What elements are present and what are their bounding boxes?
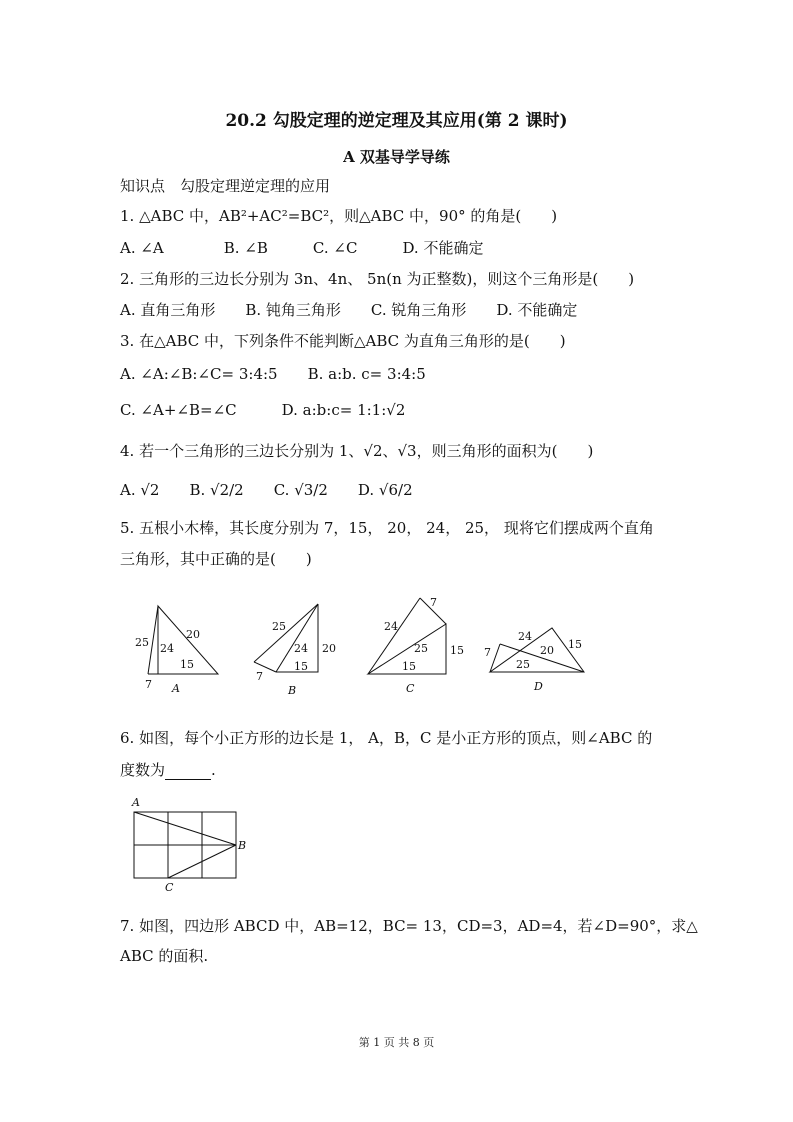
fig-c-label-7: 7 <box>430 596 437 609</box>
fig-a-name: A <box>172 682 180 695</box>
q4-options: A. √2 B. √2/2 C. √3/2 D. √6/2 <box>120 481 413 499</box>
fig-c-label-15b: 15 <box>402 660 416 673</box>
fig-d-label-20: 20 <box>540 644 554 657</box>
q5-figure-b <box>248 596 358 706</box>
page-title: 20.2 勾股定理的逆定理及其应用(第 2 课时) <box>225 111 568 131</box>
page-footer: 第 1 页 共 8 页 <box>358 1036 435 1049</box>
section-subtitle: A 双基导学导练 <box>343 148 450 166</box>
q7-stem-line2: ABC 的面积. <box>120 947 209 965</box>
q1-stem: 1. △ABC 中，AB²+AC²=BC²，则△ABC 中，90° 的角是( ) <box>120 207 558 225</box>
q6-stem-line2 <box>120 760 216 780</box>
fig-d-label-7: 7 <box>484 646 491 659</box>
q5-figure-d <box>482 616 592 726</box>
fig-d-label-24: 24 <box>518 630 532 643</box>
fig-a-label-7: 7 <box>145 678 152 691</box>
q4-stem: 4. 若一个三角形的三边长分别为 1、√2、√3，则三角形的面积为( ) <box>120 442 594 460</box>
q1-options: A. ∠A B. ∠B C. ∠C D. 不能确定 <box>120 239 484 257</box>
fig-c-name: C <box>406 682 415 695</box>
fig-b-label-15: 15 <box>294 660 308 673</box>
fig-b-name: B <box>288 684 297 697</box>
q6-grid-figure <box>128 794 258 894</box>
q6-answer-blank[interactable] <box>165 764 211 780</box>
q5-stem-line1: 5. 五根小木棒，其长度分别为 7，15， 20， 24， 25， 现将它们摆成两个直角 <box>120 519 654 537</box>
knowledge-point: 知识点 勾股定理逆定理的应用 <box>120 177 331 195</box>
fig-a-label-15: 15 <box>180 658 194 671</box>
fig-d-name: D <box>534 680 543 693</box>
q2-options: A. 直角三角形 B. 钝角三角形 C. 锐角三角形 D. 不能确定 <box>120 301 578 319</box>
fig-d-label-15: 15 <box>568 638 582 651</box>
grid-point-a: A <box>132 796 140 809</box>
fig-c-label-15: 15 <box>450 644 464 657</box>
grid-point-b: B <box>238 839 247 852</box>
q3-options-line2: C. ∠A+∠B=∠C D. a:b:c= 1:1:√2 <box>120 401 406 419</box>
q6-stem-text: 度数为 <box>120 761 166 779</box>
q6-stem-line1: 6. 如图，每个小正方形的边长是 1， A，B，C 是小正方形的顶点，则∠ABC 的 <box>120 729 653 747</box>
fig-a-label-24: 24 <box>160 642 174 655</box>
fig-b-label-7: 7 <box>256 670 263 683</box>
fig-c-label-25: 25 <box>414 642 428 655</box>
fig-a-label-25: 25 <box>135 636 149 649</box>
fig-b-label-24: 24 <box>294 642 308 655</box>
q3-stem: 3. 在△ABC 中，下列条件不能判断△ABC 为直角三角形的是( ) <box>120 332 566 350</box>
grid-point-c: C <box>165 881 174 894</box>
q5-stem-line2: 三角形，其中正确的是( ) <box>120 550 312 568</box>
q6-stem-end: . <box>211 761 216 779</box>
fig-c-label-24: 24 <box>384 620 398 633</box>
fig-d-label-25: 25 <box>516 658 530 671</box>
q5-figure-a <box>130 596 240 706</box>
fig-b-label-20: 20 <box>322 642 336 655</box>
fig-b-label-25: 25 <box>272 620 286 633</box>
q2-stem: 2. 三角形的三边长分别为 3n、4n、 5n(n 为正整数)，则这个三角形是( ) <box>120 270 635 288</box>
q3-options-line1: A. ∠A:∠B:∠C= 3:4:5 B. a:b. c= 3:4:5 <box>120 365 426 383</box>
q7-stem-line1: 7. 如图，四边形 ABCD 中，AB=12，BC= 13，CD=3，AD=4，若∠D=90°，求△ <box>120 917 698 935</box>
fig-a-label-20: 20 <box>186 628 200 641</box>
q5-figure-c <box>360 590 480 700</box>
